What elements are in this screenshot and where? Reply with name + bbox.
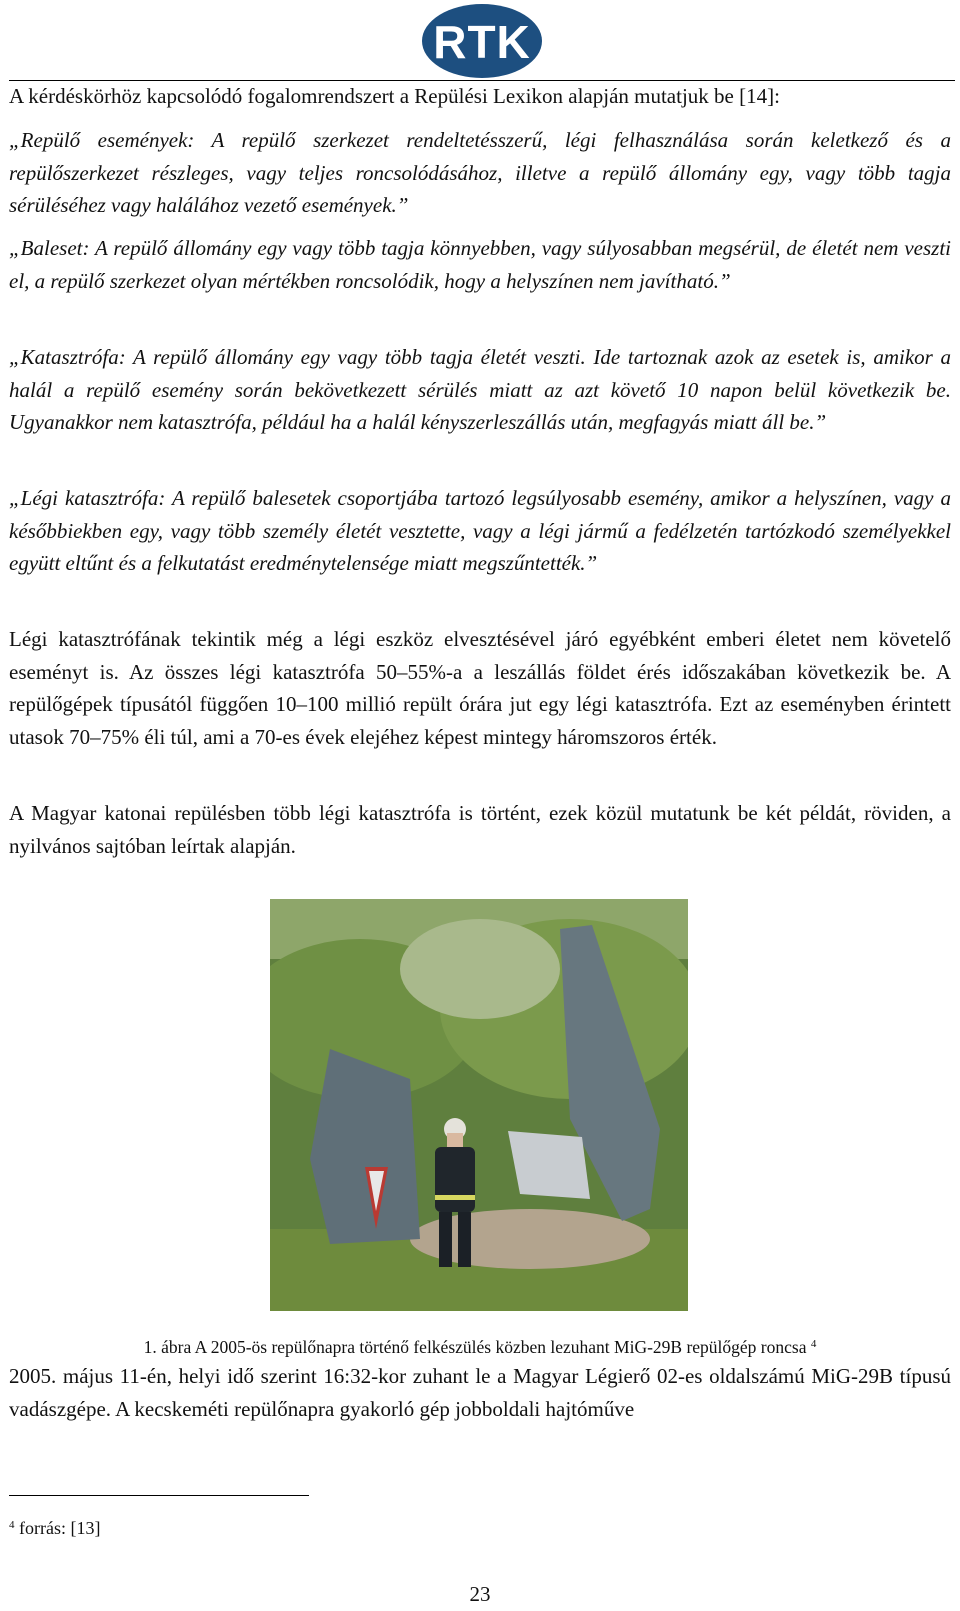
definition-repulo-esemenyek: „Repülő események: A repülő szerkezet rendeltetésszerű, légi felhasználása során keletkező és a repülőszerkezet részleges, vagy teljes roncsolódásához, illetve a repülő állomány egy, vagy több tagja sérüléséhez vagy halálához vezető események.” [9, 128, 951, 217]
photo-firefighter-coat [435, 1147, 475, 1212]
footnote-rule [9, 1495, 309, 1496]
photo-leg-left [439, 1212, 452, 1267]
definition-baleset: „Baleset: A repülő állomány egy vagy több tagja könnyebben, vagy súlyosabban megsérül, de életét nem veszti el, a repülő szerkezet olyan mértékben roncsolódik, hogy a helyszínen nem javítható.” [9, 236, 951, 293]
logo-text: RTK [433, 16, 531, 68]
photo-reflective-stripe [435, 1195, 475, 1200]
definition-katasztrofa: „Katasztrófa: A repülő állomány egy vagy több tagja életét veszti. Ide tartoznak azok az esetek is, amikor a halál a repülő esemény során bekövetkezett sérülés miatt az azt követő 10 napon belül következik be. Ugyanakkor nem katasztrófa, például ha a halál kényszerleszállás után, megfagyás miatt áll be.” [9, 345, 951, 434]
crash-photo [270, 899, 688, 1311]
definition-legi-katasztrofa: „Légi katasztrófa: A repülő balesetek csoportjába tartozó legsúlyosabb esemény, amikor a helyszínen, vagy a későbbiekben egy, vagy több személy életét vesztette, vagy a légi jármű a fedélzetén tartózkodó személyekkel együtt eltűnt és a felkutatást eredménytelensége miatt megszűntették.” [9, 486, 951, 575]
figure-caption-text: 1. ábra A 2005-ös repülőnapra történő felkészülés közben lezuhant MiG-29B repülőgép roncsa [143, 1337, 807, 1357]
photo-leg-right [458, 1212, 471, 1267]
photo-wreck-fragment [508, 1131, 590, 1199]
intro-paragraph: A kérdéskörhöz kapcsolódó fogalomrendszert a Repülési Lexikon alapján mutatjuk be [14]: [9, 84, 780, 108]
figure-footnote-ref: 4 [810, 1338, 817, 1350]
body-paragraph-3: 2005. május 11-én, helyi idő szerint 16:32-kor zuhant le a Magyar Légierő 02-es oldalszámú MiG-29B típusú vadászgépe. A kecskeméti repülőnapra gyakorló gép jobboldali hajtóműve [9, 1364, 951, 1421]
photo-face [447, 1133, 463, 1147]
photo-tail-fin-left [310, 1049, 420, 1244]
footnote-text: forrás: [13] [19, 1518, 101, 1538]
footnote-number: 4 [9, 1519, 15, 1531]
body-paragraph-1: Légi katasztrófának tekintik még a légi eszköz elvesztésével járó egyébként emberi életet nem követelő eseményt is. Az összes légi katasztrófa 50–55%-a a leszállás földet érés időszakában következik be. A repülőgépek típusától függően 10–100 millió repült órára jut egy légi katasztrófa. Ezt az eseményben érintett utasok 70–75% éli túl, ami a 70-es évek elejéhez képest mintegy háromszoros érték. [9, 627, 951, 749]
photo-blossom [400, 919, 560, 1019]
rtk-logo [420, 2, 544, 80]
page-number: 23 [469, 1582, 491, 1606]
footnote [9, 1514, 100, 1539]
figure-caption [9, 1333, 951, 1358]
body-paragraph-2: A Magyar katonai repülésben több légi katasztrófa is történt, ezek közül mutatunk be két példát, röviden, a nyilvános sajtóban leírtak alapján. [9, 801, 951, 858]
